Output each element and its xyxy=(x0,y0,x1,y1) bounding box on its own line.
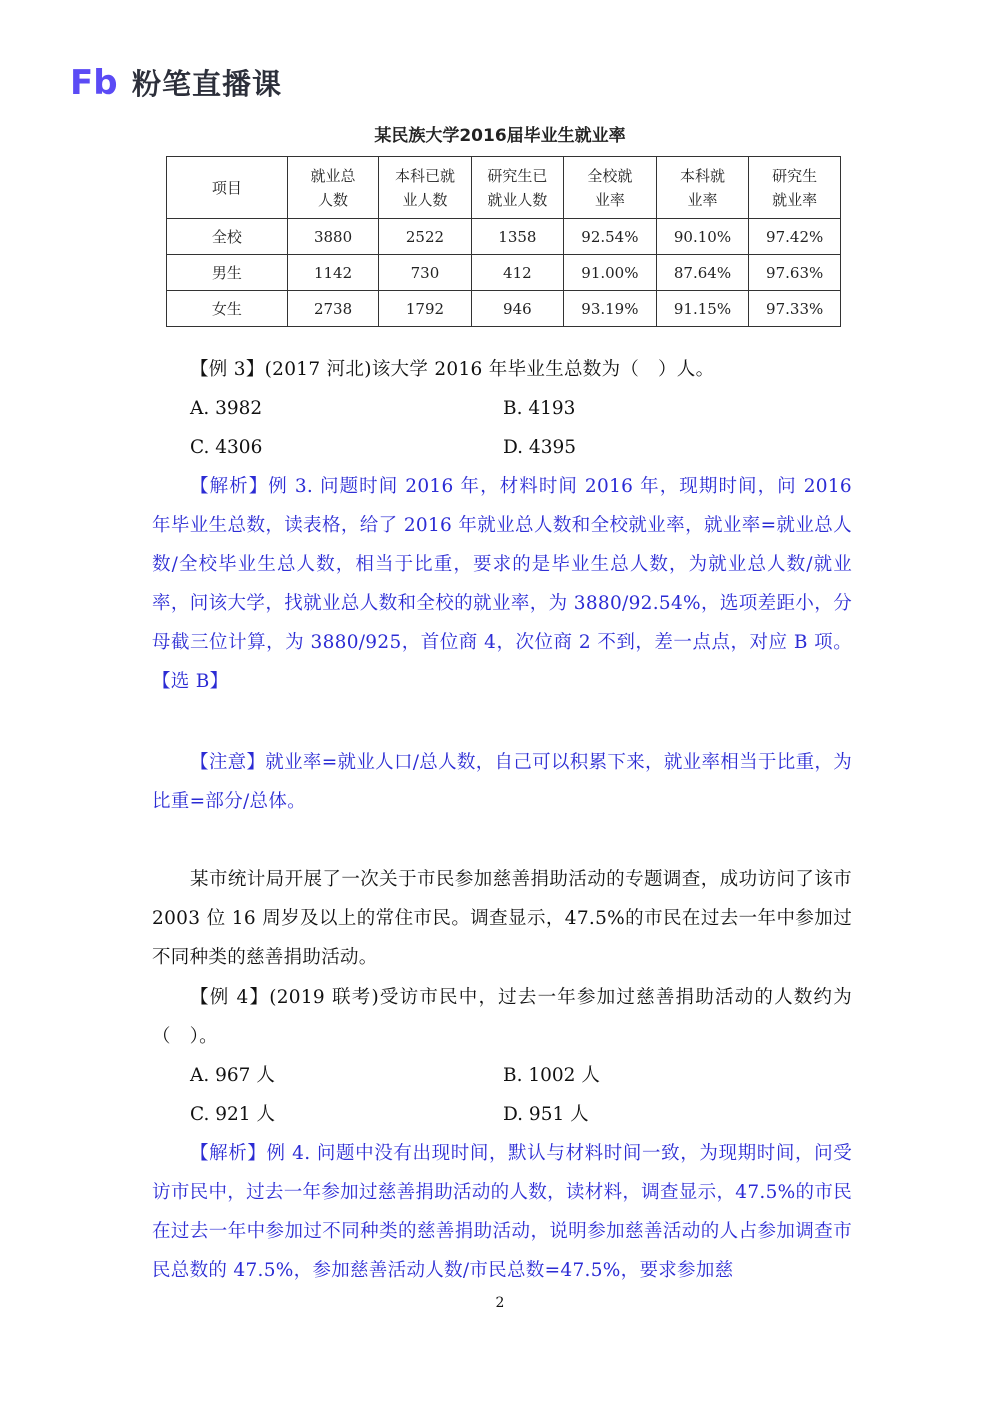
example3-option-c: C. 4306 xyxy=(190,437,263,458)
table-cell: 97.33% xyxy=(749,291,841,327)
table-row xyxy=(167,291,841,327)
table-cell: 全校 xyxy=(167,219,288,255)
svg-text:Fb: Fb xyxy=(70,64,118,100)
example3-note: 【注意】就业率=就业人口/总人数，自己可以积累下来，就业率相当于比重，为比重=部分/总体。 xyxy=(152,752,852,812)
header-cell: 研究生已 就业人数 xyxy=(471,157,563,219)
example3-analysis: 【解析】例 3. 问题时间 2016 年，材料时间 2016 年，现期时间，问 2016 年毕业生总数，读表格，给了 2016 年就业总人数和全校就业率，就业率=就业总人数/全校毕业生总人数，相当于比重，要求的是毕业生总人数，为就业总人数/就业率，问该大学，找就业总人数和全校的就业率，为 3880/92.54%，选项差距小，分母截三位计算，为 3880/925，首位商 4，次位商 2 不到，差一点点，对应 B 项。【选 B】 xyxy=(152,476,852,692)
header-cell: 就业总 人数 xyxy=(287,157,378,219)
table-cell: 97.63% xyxy=(749,255,841,291)
table-cell: 1358 xyxy=(471,219,563,255)
employment-rate-table xyxy=(166,156,841,327)
table-cell: 412 xyxy=(471,255,563,291)
example3-option-a: A. 3982 xyxy=(190,398,263,419)
table-cell: 1792 xyxy=(379,291,471,327)
table-header-row xyxy=(167,157,841,219)
header-cell: 研究生 就业率 xyxy=(749,157,841,219)
brand-name: 粉笔直播课 xyxy=(132,66,283,101)
example4-option-a: A. 967 人 xyxy=(190,1065,275,1086)
example4-option-c: C. 921 人 xyxy=(190,1104,275,1125)
material-paragraph: 某市统计局开展了一次关于市民参加慈善捐助活动的专题调查，成功访问了该市 2003 位 16 周岁及以上的常住市民。调查显示，47.5%的市民在过去一年中参加过不同种类的慈善捐助活动。 xyxy=(152,869,852,968)
table-cell: 91.15% xyxy=(656,291,749,327)
table-cell: 3880 xyxy=(287,219,378,255)
table-cell: 87.64% xyxy=(656,255,749,291)
table-cell: 男生 xyxy=(167,255,288,291)
example3-question: 【例 3】(2017 河北)该大学 2016 年毕业生总数为（ ）人。 xyxy=(190,359,715,380)
table-cell: 2522 xyxy=(379,219,471,255)
table-cell: 93.19% xyxy=(564,291,657,327)
table-cell: 女生 xyxy=(167,291,288,327)
example4-option-b: B. 1002 人 xyxy=(503,1065,600,1086)
table-row xyxy=(167,219,841,255)
table-cell: 2738 xyxy=(287,291,378,327)
header-cell: 本科已就 业人数 xyxy=(379,157,471,219)
table-cell: 730 xyxy=(379,255,471,291)
table-cell: 1142 xyxy=(287,255,378,291)
table-cell: 90.10% xyxy=(656,219,749,255)
table-cell: 97.42% xyxy=(749,219,841,255)
example3-option-b: B. 4193 xyxy=(503,398,576,419)
header-cell: 本科就 业率 xyxy=(656,157,749,219)
table-cell: 946 xyxy=(471,291,563,327)
example4-option-d: D. 951 人 xyxy=(503,1104,589,1125)
example4-analysis: 【解析】例 4. 问题中没有出现时间，默认与材料时间一致，为现期时间，问受访市民中，过去一年参加过慈善捐助活动的人数，读材料，调查显示，47.5%的市民在过去一年中参加过不同种类的慈善捐助活动，说明参加慈善活动的人占参加调查市民总数的 47.5%，参加慈善活动人数/市民总数=47.5%，要求参加慈 xyxy=(152,1143,852,1281)
table-row xyxy=(167,255,841,291)
fb-logo-icon xyxy=(70,64,126,100)
header-cell: 全校就 业率 xyxy=(564,157,657,219)
table-title: 某民族大学2016届毕业生就业率 xyxy=(374,126,626,146)
example3-option-d: D. 4395 xyxy=(503,437,577,458)
example4-question: 【例 4】(2019 联考)受访市民中，过去一年参加过慈善捐助活动的人数约为（ ）。 xyxy=(152,987,852,1047)
header-cell: 项目 xyxy=(167,157,288,219)
page-number: 2 xyxy=(495,1295,505,1311)
brand-header xyxy=(70,62,282,102)
table-cell: 91.00% xyxy=(564,255,657,291)
table-cell: 92.54% xyxy=(564,219,657,255)
